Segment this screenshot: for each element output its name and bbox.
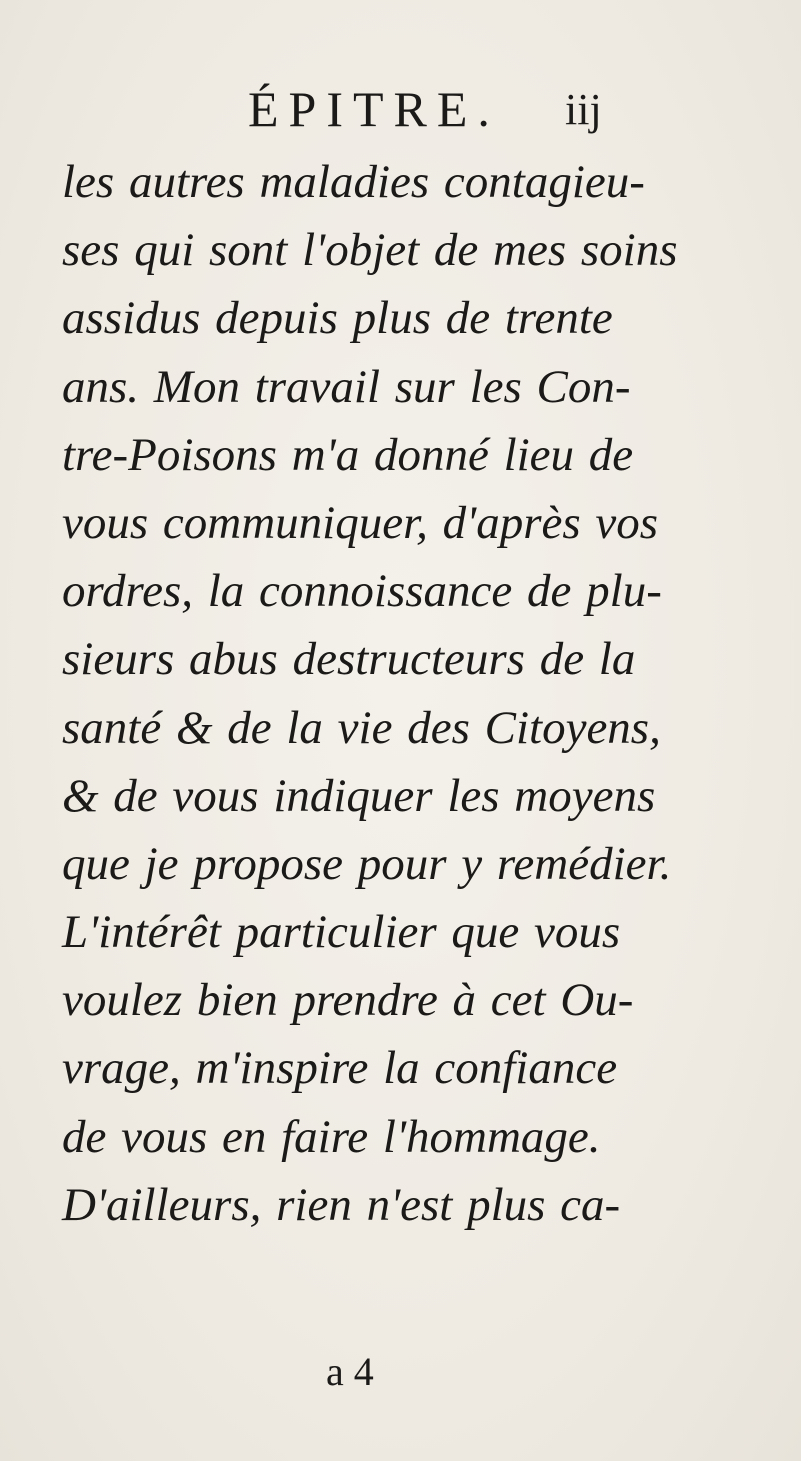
signature-mark: a 4 [326,1349,374,1394]
text-line: les autres maladies contagieu- [62,156,645,208]
text-line: D'ailleurs, rien n'est plus ca- [62,1178,621,1231]
text-line: voulez bien prendre à cet Ou- [62,974,634,1027]
text-line: vous communiquer, d'après vos [62,496,659,549]
text-line: ans. Mon travail sur les Con- [62,360,631,413]
text-line: de vous en faire l'hommage. [62,1110,601,1163]
text-line: que je propose pour y remédier. [62,837,672,890]
epistle-text [62,148,762,1239]
page-header [0,72,801,142]
page-number: iij [565,85,602,134]
text-line: L'intérêt particulier que vous [62,906,621,959]
text-line: tre-Poisons m'a donné lieu de [62,428,634,481]
text-line: & de vous indiquer les moyens [62,769,656,822]
text-line: sieurs abus destructeurs de la [62,633,636,686]
text-line: assidus depuis plus de trente [62,292,613,345]
text-line: ordres, la connoissance de plu- [62,565,662,618]
text-line: ses qui sont l'objet de mes soins [62,224,678,277]
text-line: santé & de la vie des Citoyens, [62,701,661,754]
running-head: ÉPITRE. [248,81,500,137]
text-line: vrage, m'inspire la confiance [62,1042,618,1095]
